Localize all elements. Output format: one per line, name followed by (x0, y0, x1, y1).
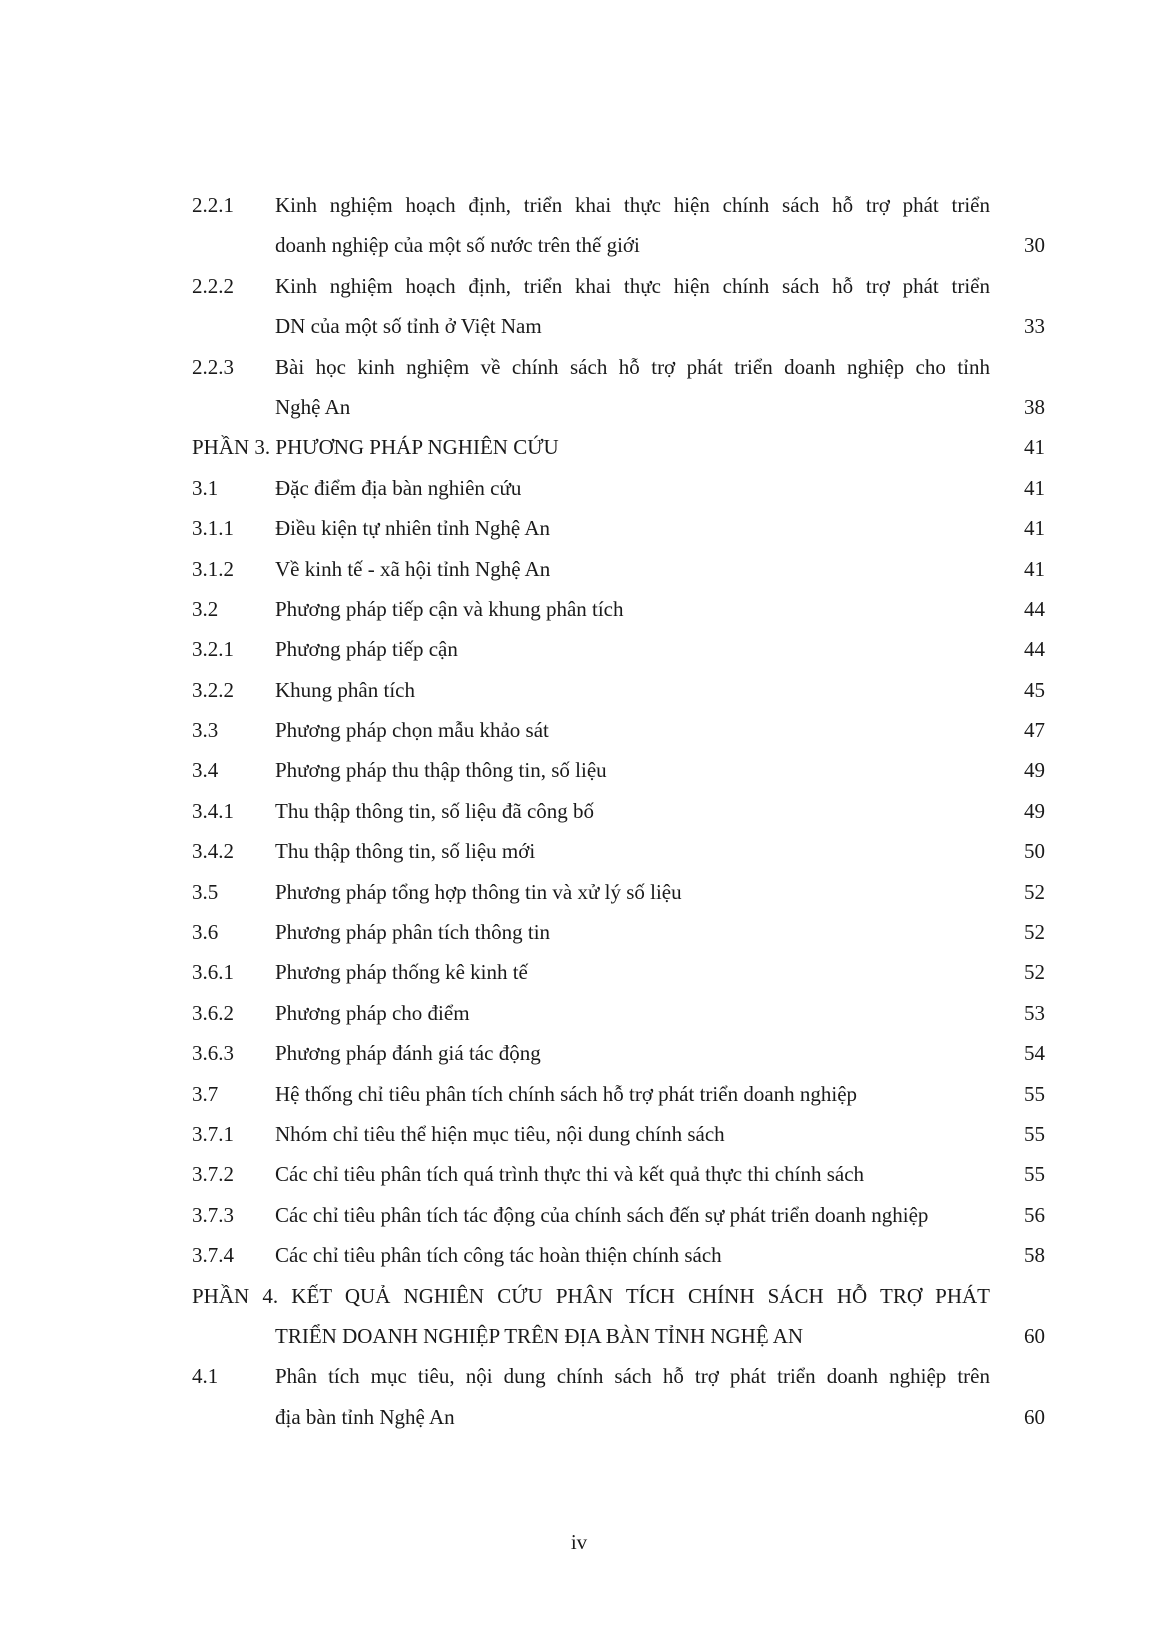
toc-line (192, 1397, 1045, 1437)
toc-line (192, 266, 1045, 306)
toc-section-number: 2.2.2 (192, 273, 234, 298)
toc-section-number: 3.2 (192, 596, 219, 621)
toc-entry (192, 427, 1045, 467)
toc-section-number: 3.7 (192, 1081, 219, 1106)
toc-section-number: 3.4.2 (192, 839, 234, 864)
toc-line (192, 993, 1045, 1033)
toc-title: Phương pháp tổng hợp thông tin và xử lý số liệu (275, 879, 682, 904)
toc-page-number: 47 (1024, 718, 1045, 743)
toc-entry (192, 1276, 1045, 1357)
toc-page-number: 60 (1024, 1404, 1045, 1429)
toc-line (192, 912, 1045, 952)
toc-entry (192, 185, 1045, 266)
toc-title: Các chỉ tiêu phân tích công tác hoàn thiện chính sách (275, 1243, 722, 1268)
toc-title: Kinh nghiệm hoạch định, triển khai thực hiện chính sách hỗ trợ phát triển (275, 273, 990, 298)
toc-title: Phương pháp tiếp cận (275, 637, 458, 662)
toc-title: PHẦN 3. PHƯƠNG PHÁP NGHIÊN CỨU (192, 435, 559, 460)
toc-entry (192, 670, 1045, 710)
toc-page-number: 49 (1024, 758, 1045, 783)
toc-title: PHẦN 4. KẾT QUẢ NGHIÊN CỨU PHÂN TÍCH CHÍNH SÁCH HỖ TRỢ PHÁT (192, 1283, 990, 1308)
toc-title: Nhóm chỉ tiêu thể hiện mục tiêu, nội dung chính sách (275, 1121, 725, 1146)
toc-section-number: 3.7.2 (192, 1162, 234, 1187)
toc-entry (192, 993, 1045, 1033)
toc-page-number: 30 (1024, 233, 1045, 258)
toc-entry (192, 1195, 1045, 1235)
toc-line (192, 468, 1045, 508)
toc-section-number: 3.5 (192, 879, 219, 904)
toc-line (192, 225, 1045, 265)
toc-entry (192, 266, 1045, 347)
toc-entry (192, 710, 1045, 750)
toc-page-number: 50 (1024, 839, 1045, 864)
toc-page-number: 52 (1024, 879, 1045, 904)
toc-line (192, 1033, 1045, 1073)
toc-entry (192, 1235, 1045, 1275)
toc-section-number: 3.7.4 (192, 1243, 234, 1268)
toc-entry (192, 1074, 1045, 1114)
toc-title: Hệ thống chỉ tiêu phân tích chính sách hỗ trợ phát triển doanh nghiệp (275, 1081, 858, 1106)
toc-page-number: 41 (1024, 435, 1045, 460)
toc-title: Bài học kinh nghiệm về chính sách hỗ trợ phát triển doanh nghiệp cho tỉnh (275, 354, 990, 379)
toc-page-number: 41 (1024, 475, 1045, 500)
toc-title: Kinh nghiệm hoạch định, triển khai thực hiện chính sách hỗ trợ phát triển (275, 193, 990, 217)
toc-title: Các chỉ tiêu phân tích quá trình thực thi và kết quả thực thi chính sách (275, 1162, 865, 1187)
toc-section-number: 3.6.2 (192, 1000, 234, 1025)
toc-page-number: 45 (1024, 677, 1045, 702)
toc-title: DN của một số tỉnh ở Việt Nam (275, 314, 542, 339)
toc-title: Phương pháp cho điểm (275, 1000, 470, 1025)
toc-title: Thu thập thông tin, số liệu mới (275, 839, 536, 864)
toc-page-number: 58 (1024, 1243, 1045, 1268)
toc-line (192, 1276, 1045, 1316)
toc-section-number: 3.6.1 (192, 960, 234, 985)
toc-entry (192, 952, 1045, 992)
toc-line (192, 1154, 1045, 1194)
toc-page-number: 38 (1024, 394, 1045, 419)
toc-section-number: 3.6.3 (192, 1041, 234, 1066)
toc-line (192, 750, 1045, 790)
toc-title: TRIỂN DOANH NGHIỆP TRÊN ĐỊA BÀN TỈNH NGHỆ AN (275, 1323, 804, 1348)
toc-entry (192, 872, 1045, 912)
toc-section-number: 3.1 (192, 475, 219, 500)
toc-entry (192, 1356, 1045, 1437)
toc-title: Phương pháp tiếp cận và khung phân tích (275, 596, 624, 621)
toc-page-number: 41 (1024, 556, 1045, 581)
toc-line (192, 549, 1045, 589)
toc-page-number: 44 (1024, 596, 1045, 621)
toc-section-number: 3.3 (192, 718, 219, 743)
toc-page-number: 52 (1024, 960, 1045, 985)
toc-line (192, 872, 1045, 912)
toc-page-number: 49 (1024, 798, 1045, 823)
toc-entry (192, 831, 1045, 871)
toc-section-number: 3.6 (192, 920, 219, 945)
toc-title: Phương pháp đánh giá tác động (275, 1041, 541, 1066)
toc-page-number: 44 (1024, 637, 1045, 662)
toc-section-number: 3.1.1 (192, 516, 234, 541)
toc-section-number: 3.7.3 (192, 1202, 234, 1227)
toc-title: Phân tích mục tiêu, nội dung chính sách hỗ trợ phát triển doanh nghiệp trên (275, 1364, 990, 1389)
toc-line (192, 952, 1045, 992)
toc-page-number: 54 (1024, 1041, 1045, 1066)
toc-title: Phương pháp thu thập thông tin, số liệu (275, 758, 607, 783)
toc-line (192, 306, 1045, 346)
toc-entry (192, 750, 1045, 790)
toc-line (192, 1074, 1045, 1114)
toc-title: Điều kiện tự nhiên tỉnh Nghệ An (275, 516, 551, 541)
table-of-contents (192, 185, 1045, 1437)
toc-title: địa bàn tỉnh Nghệ An (275, 1404, 455, 1429)
toc-section-number: 3.4.1 (192, 798, 234, 823)
toc-line (192, 347, 1045, 387)
toc-section-number: 3.2.1 (192, 637, 234, 662)
toc-title: doanh nghiệp của một số nước trên thế giới (275, 233, 640, 258)
toc-entry (192, 1154, 1045, 1194)
toc-title: Nghệ An (275, 394, 351, 419)
toc-section-number: 3.2.2 (192, 677, 234, 702)
toc-title: Các chỉ tiêu phân tích tác động của chính sách đến sự phát triển doanh nghiệp (275, 1202, 929, 1227)
toc-entry (192, 347, 1045, 428)
toc-entry (192, 589, 1045, 629)
toc-page-number: 55 (1024, 1162, 1045, 1187)
toc-page-number: 55 (1024, 1081, 1045, 1106)
toc-title: Phương pháp thống kê kinh tế (275, 960, 528, 985)
toc-entry (192, 1033, 1045, 1073)
toc-page-number: 56 (1024, 1202, 1045, 1227)
toc-line (192, 1114, 1045, 1154)
toc-entry (192, 549, 1045, 589)
toc-line (192, 629, 1045, 669)
page-number: iv (570, 1530, 588, 1554)
toc-page-number: 33 (1024, 314, 1045, 339)
toc-page-number: 41 (1024, 516, 1045, 541)
toc-section-number: 2.2.1 (192, 193, 234, 217)
toc-entry (192, 508, 1045, 548)
toc-page-number: 60 (1024, 1323, 1045, 1348)
toc-entry (192, 629, 1045, 669)
toc-section-number: 3.1.2 (192, 556, 234, 581)
toc-line (192, 589, 1045, 629)
toc-line (192, 670, 1045, 710)
toc-line (192, 387, 1045, 427)
toc-line (192, 508, 1045, 548)
toc-page-number: 55 (1024, 1121, 1045, 1146)
toc-section-number: 2.2.3 (192, 354, 234, 379)
toc-title: Thu thập thông tin, số liệu đã công bố (275, 798, 595, 823)
toc-page-number: 52 (1024, 920, 1045, 945)
toc-line (192, 185, 1045, 225)
toc-line (192, 1316, 1045, 1356)
toc-title: Phương pháp chọn mẫu khảo sát (275, 718, 549, 743)
toc-line (192, 1356, 1045, 1396)
toc-title: Phương pháp phân tích thông tin (275, 920, 551, 945)
toc-section-number: 4.1 (192, 1364, 219, 1389)
toc-entry (192, 1114, 1045, 1154)
toc-page-number: 53 (1024, 1000, 1045, 1025)
toc-title: Khung phân tích (275, 677, 415, 702)
toc-title: Về kinh tế - xã hội tỉnh Nghệ An (275, 556, 551, 581)
toc-section-number: 3.7.1 (192, 1121, 234, 1146)
toc-title: Đặc điểm địa bàn nghiên cứu (275, 475, 522, 500)
toc-entry (192, 468, 1045, 508)
toc-entry (192, 791, 1045, 831)
toc-line (192, 427, 1045, 467)
toc-section-number: 3.4 (192, 758, 219, 783)
toc-line (192, 1235, 1045, 1275)
toc-line (192, 1195, 1045, 1235)
toc-line (192, 710, 1045, 750)
toc-line (192, 791, 1045, 831)
toc-line (192, 831, 1045, 871)
toc-entry (192, 912, 1045, 952)
